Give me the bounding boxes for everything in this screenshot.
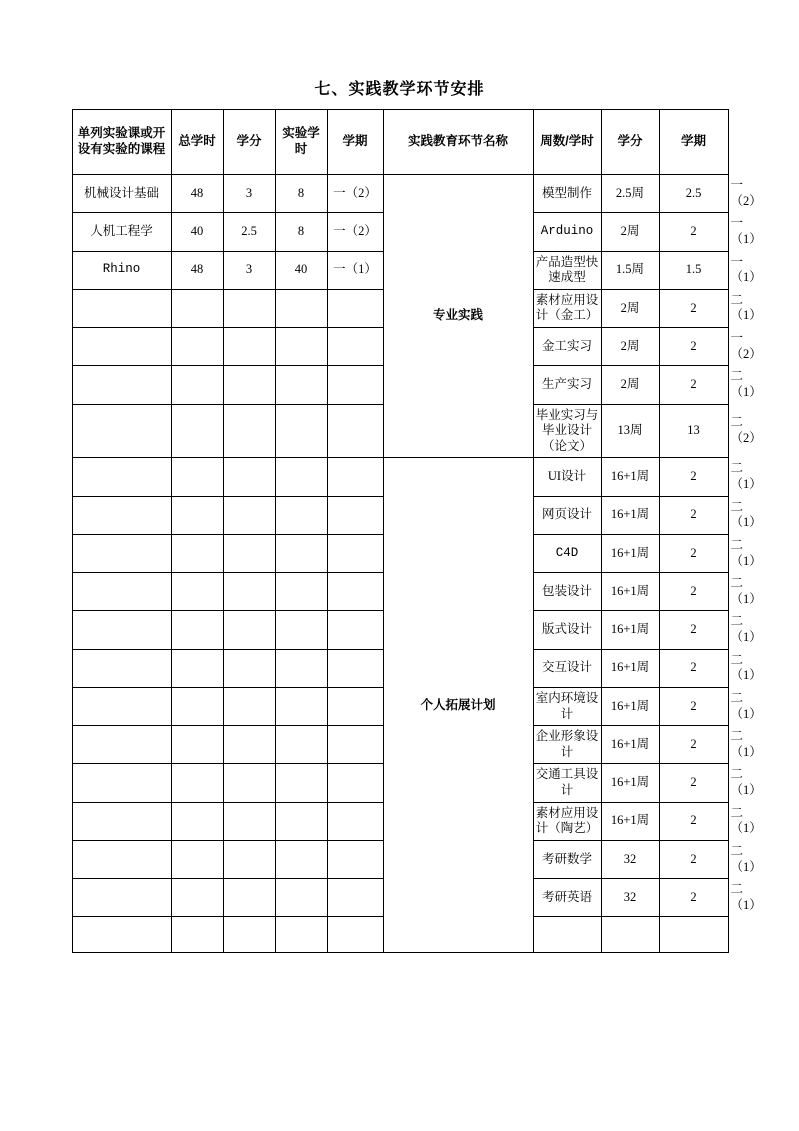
cell-credits-left xyxy=(223,764,275,802)
cell-weeks-hours: 16+1周 xyxy=(601,496,659,534)
page-title: 七、实践教学环节安排 xyxy=(314,81,485,98)
cell-credits-right: 2 xyxy=(659,328,728,366)
cell-practice-name: 室内环境设计 xyxy=(533,687,601,725)
cell-lab-hours xyxy=(275,328,327,366)
cell-course-name xyxy=(72,649,171,687)
cell-credits-left xyxy=(223,366,275,404)
cell-total-hours xyxy=(171,802,223,840)
cell-credits-left xyxy=(223,458,275,496)
cell-course-name xyxy=(72,840,171,878)
cell-credits-left xyxy=(223,534,275,572)
cell-practice-name: 生产实习 xyxy=(533,366,601,404)
cell-credits-left: 2.5 xyxy=(223,213,275,251)
cell-course-name xyxy=(72,289,171,327)
cell-weeks-hours xyxy=(601,917,659,953)
cell-weeks-hours: 2.5周 xyxy=(601,175,659,213)
header-practice-name: 实践教育环节名称 xyxy=(383,110,533,175)
cell-total-hours xyxy=(171,573,223,611)
cell-lab-hours xyxy=(275,802,327,840)
cell-term-left xyxy=(327,611,383,649)
cell-practice-name: C4D xyxy=(533,534,601,572)
cell-term-left xyxy=(327,573,383,611)
cell-credits-right: 2 xyxy=(659,879,728,917)
cell-term-left xyxy=(327,840,383,878)
cell-credits-right: 13 xyxy=(659,404,728,458)
cell-course-name xyxy=(72,404,171,458)
cell-total-hours xyxy=(171,366,223,404)
schedule-table-container xyxy=(72,109,762,953)
cell-total-hours xyxy=(171,649,223,687)
cell-credits-right: 2 xyxy=(659,573,728,611)
cell-term-left xyxy=(327,496,383,534)
cell-weeks-hours: 2周 xyxy=(601,328,659,366)
cell-total-hours: 48 xyxy=(171,175,223,213)
cell-credits-right: 2 xyxy=(659,726,728,764)
cell-term-left: 一（1） xyxy=(327,251,383,289)
table-row: Rhino 48 3 40 一（1） 产品造型快速成型 1.5周 1.5 一（1） xyxy=(72,251,728,289)
cell-term-left xyxy=(327,764,383,802)
table-row: 个人拓展计划 UI设计 16+1周 2 二（1） xyxy=(72,458,728,496)
cell-practice-name: Arduino xyxy=(533,213,601,251)
cell-weeks-hours: 16+1周 xyxy=(601,534,659,572)
cell-lab-hours xyxy=(275,534,327,572)
cell-term-left xyxy=(327,917,383,953)
cell-weeks-hours: 2周 xyxy=(601,289,659,327)
cell-total-hours: 48 xyxy=(171,251,223,289)
cell-weeks-hours: 32 xyxy=(601,879,659,917)
cell-weeks-hours: 2周 xyxy=(601,366,659,404)
table-row: 交通工具设计 16+1周 2 二（1） xyxy=(72,764,728,802)
cell-total-hours xyxy=(171,404,223,458)
cell-lab-hours xyxy=(275,404,327,458)
cell-weeks-hours: 16+1周 xyxy=(601,573,659,611)
cell-practice-name: 考研英语 xyxy=(533,879,601,917)
table-row: 企业形象设计 16+1周 2 二（1） xyxy=(72,726,728,764)
cell-total-hours xyxy=(171,534,223,572)
cell-credits-left xyxy=(223,289,275,327)
table-row: 版式设计 16+1周 2 二（1） xyxy=(72,611,728,649)
cell-weeks-hours: 1.5周 xyxy=(601,251,659,289)
cell-lab-hours: 40 xyxy=(275,251,327,289)
cell-credits-left: 3 xyxy=(223,251,275,289)
cell-credits-left xyxy=(223,496,275,534)
cell-credits-right: 2 xyxy=(659,802,728,840)
cell-credits-right: 2 xyxy=(659,213,728,251)
cell-term-left xyxy=(327,687,383,725)
cell-course-name xyxy=(72,611,171,649)
cell-course-name xyxy=(72,573,171,611)
cell-credits-right: 2 xyxy=(659,764,728,802)
cell-course-name xyxy=(72,328,171,366)
cell-practice-name: 包装设计 xyxy=(533,573,601,611)
cell-credits-left xyxy=(223,726,275,764)
cell-credits-right: 2 xyxy=(659,496,728,534)
cell-total-hours xyxy=(171,328,223,366)
cell-lab-hours xyxy=(275,917,327,953)
cell-credits-right: 2 xyxy=(659,840,728,878)
cell-credits-left xyxy=(223,879,275,917)
cell-term-left xyxy=(327,879,383,917)
cell-term-left xyxy=(327,289,383,327)
table-row: 机械设计基础 48 3 8 一（2） 专业实践 模型制作 2.5周 2.5 一（2） xyxy=(72,175,728,213)
cell-lab-hours xyxy=(275,649,327,687)
cell-course-name xyxy=(72,879,171,917)
cell-term-left: 一（2） xyxy=(327,175,383,213)
cell-total-hours xyxy=(171,289,223,327)
table-row: 网页设计 16+1周 2 二（1） xyxy=(72,496,728,534)
cell-practice-name: 模型制作 xyxy=(533,175,601,213)
cell-practice-name: 交互设计 xyxy=(533,649,601,687)
cell-credits-left xyxy=(223,917,275,953)
header-weeks-hours: 周数/学时 xyxy=(533,110,601,175)
cell-term-left: 一（2） xyxy=(327,213,383,251)
cell-total-hours: 40 xyxy=(171,213,223,251)
cell-weeks-hours: 32 xyxy=(601,840,659,878)
table-row: 考研数学 32 2 二（1） xyxy=(72,840,728,878)
cell-weeks-hours: 16+1周 xyxy=(601,649,659,687)
cell-credits-right xyxy=(659,917,728,953)
cell-practice-name: 网页设计 xyxy=(533,496,601,534)
cell-lab-hours xyxy=(275,726,327,764)
cell-lab-hours xyxy=(275,840,327,878)
cell-lab-hours xyxy=(275,289,327,327)
cell-term-left xyxy=(327,649,383,687)
cell-credits-right: 2.5 xyxy=(659,175,728,213)
cell-total-hours xyxy=(171,840,223,878)
cell-lab-hours xyxy=(275,687,327,725)
cell-lab-hours xyxy=(275,764,327,802)
header-term-right: 学期 xyxy=(659,110,728,175)
cell-total-hours xyxy=(171,726,223,764)
cell-weeks-hours: 13周 xyxy=(601,404,659,458)
practice-teaching-schedule-table xyxy=(72,109,762,953)
cell-course-name xyxy=(72,534,171,572)
cell-credits-left: 3 xyxy=(223,175,275,213)
cell-weeks-hours: 16+1周 xyxy=(601,764,659,802)
cell-credits-right: 2 xyxy=(659,458,728,496)
cell-credits-right: 2 xyxy=(659,611,728,649)
cell-weeks-hours: 16+1周 xyxy=(601,458,659,496)
cell-total-hours xyxy=(171,496,223,534)
cell-course-name xyxy=(72,366,171,404)
cell-credits-left xyxy=(223,404,275,458)
cell-lab-hours xyxy=(275,496,327,534)
cell-course-name: Rhino xyxy=(72,251,171,289)
cell-term-left xyxy=(327,458,383,496)
cell-practice-name: UI设计 xyxy=(533,458,601,496)
cell-practice-name: 考研数学 xyxy=(533,840,601,878)
table-row: 生产实习 2周 2 二（1） xyxy=(72,366,728,404)
header-term-left: 学期 xyxy=(327,110,383,175)
cell-lab-hours xyxy=(275,458,327,496)
cell-credits-left xyxy=(223,802,275,840)
cell-practice-name: 产品造型快速成型 xyxy=(533,251,601,289)
table-row: 考研英语 32 2 二（1） xyxy=(72,879,728,917)
cell-credits-left xyxy=(223,840,275,878)
cell-term-left xyxy=(327,726,383,764)
cell-practice-name: 交通工具设计 xyxy=(533,764,601,802)
cell-term-left xyxy=(327,366,383,404)
cell-lab-hours xyxy=(275,573,327,611)
cell-lab-hours: 8 xyxy=(275,213,327,251)
cell-total-hours xyxy=(171,917,223,953)
cell-credits-left xyxy=(223,611,275,649)
cell-credits-right: 2 xyxy=(659,687,728,725)
cell-weeks-hours: 16+1周 xyxy=(601,802,659,840)
cell-credits-right: 2 xyxy=(659,649,728,687)
cell-term-left xyxy=(327,534,383,572)
table-row: 毕业实习与毕业设计（论文） 13周 13 二（2） xyxy=(72,404,728,458)
cell-course-name xyxy=(72,726,171,764)
cell-credits-right: 1.5 xyxy=(659,251,728,289)
table-header xyxy=(72,110,728,175)
table-row: 人机工程学 40 2.5 8 一（2） Arduino 2周 2 一（1） xyxy=(72,213,728,251)
cell-total-hours xyxy=(171,458,223,496)
cell-course-name: 机械设计基础 xyxy=(72,175,171,213)
table-row: 包装设计 16+1周 2 二（1） xyxy=(72,573,728,611)
cell-practice-group: 个人拓展计划 xyxy=(383,458,533,953)
cell-practice-group: 专业实践 xyxy=(383,175,533,458)
table-row: C4D 16+1周 2 二（1） xyxy=(72,534,728,572)
cell-term-left xyxy=(327,802,383,840)
cell-practice-name: 版式设计 xyxy=(533,611,601,649)
table-body xyxy=(72,175,762,953)
cell-practice-name: 金工实习 xyxy=(533,328,601,366)
header-credits-right: 学分 xyxy=(601,110,659,175)
cell-practice-name: 毕业实习与毕业设计（论文） xyxy=(533,404,601,458)
cell-weeks-hours: 2周 xyxy=(601,213,659,251)
cell-total-hours xyxy=(171,879,223,917)
cell-course-name xyxy=(72,496,171,534)
cell-course-name xyxy=(72,802,171,840)
header-credits-left: 学分 xyxy=(223,110,275,175)
cell-credits-right: 2 xyxy=(659,366,728,404)
cell-course-name xyxy=(72,458,171,496)
cell-total-hours xyxy=(171,687,223,725)
cell-course-name xyxy=(72,687,171,725)
header-course-column: 单列实验课或开设有实验的课程 xyxy=(72,110,171,175)
cell-weeks-hours: 16+1周 xyxy=(601,726,659,764)
table-header-row xyxy=(72,110,728,175)
cell-weeks-hours: 16+1周 xyxy=(601,611,659,649)
cell-lab-hours: 8 xyxy=(275,175,327,213)
header-lab-hours: 实验学时 xyxy=(275,110,327,175)
cell-credits-right: 2 xyxy=(659,289,728,327)
cell-lab-hours xyxy=(275,879,327,917)
cell-course-name xyxy=(72,917,171,953)
table-row: 素材应用设计（金工） 2周 2 二（1） xyxy=(72,289,728,327)
cell-credits-right: 2 xyxy=(659,534,728,572)
header-total-hours: 总学时 xyxy=(171,110,223,175)
table-row: 金工实习 2周 2 一（2） xyxy=(72,328,728,366)
cell-term-left xyxy=(327,404,383,458)
cell-course-name: 人机工程学 xyxy=(72,213,171,251)
cell-credits-left xyxy=(223,649,275,687)
cell-total-hours xyxy=(171,764,223,802)
cell-lab-hours xyxy=(275,366,327,404)
cell-practice-name: 企业形象设计 xyxy=(533,726,601,764)
cell-course-name xyxy=(72,764,171,802)
cell-term-left xyxy=(327,328,383,366)
cell-credits-left xyxy=(223,687,275,725)
cell-credits-left xyxy=(223,573,275,611)
table-row: 素材应用设计（陶艺） 16+1周 2 二（1） xyxy=(72,802,728,840)
cell-practice-name: 素材应用设计（陶艺） xyxy=(533,802,601,840)
table-row: 室内环境设计 16+1周 2 二（1） xyxy=(72,687,728,725)
cell-practice-name: 素材应用设计（金工） xyxy=(533,289,601,327)
cell-practice-name xyxy=(533,917,601,953)
cell-weeks-hours: 16+1周 xyxy=(601,687,659,725)
cell-credits-left xyxy=(223,328,275,366)
cell-lab-hours xyxy=(275,611,327,649)
cell-total-hours xyxy=(171,611,223,649)
table-row: 交互设计 16+1周 2 二（1） xyxy=(72,649,728,687)
